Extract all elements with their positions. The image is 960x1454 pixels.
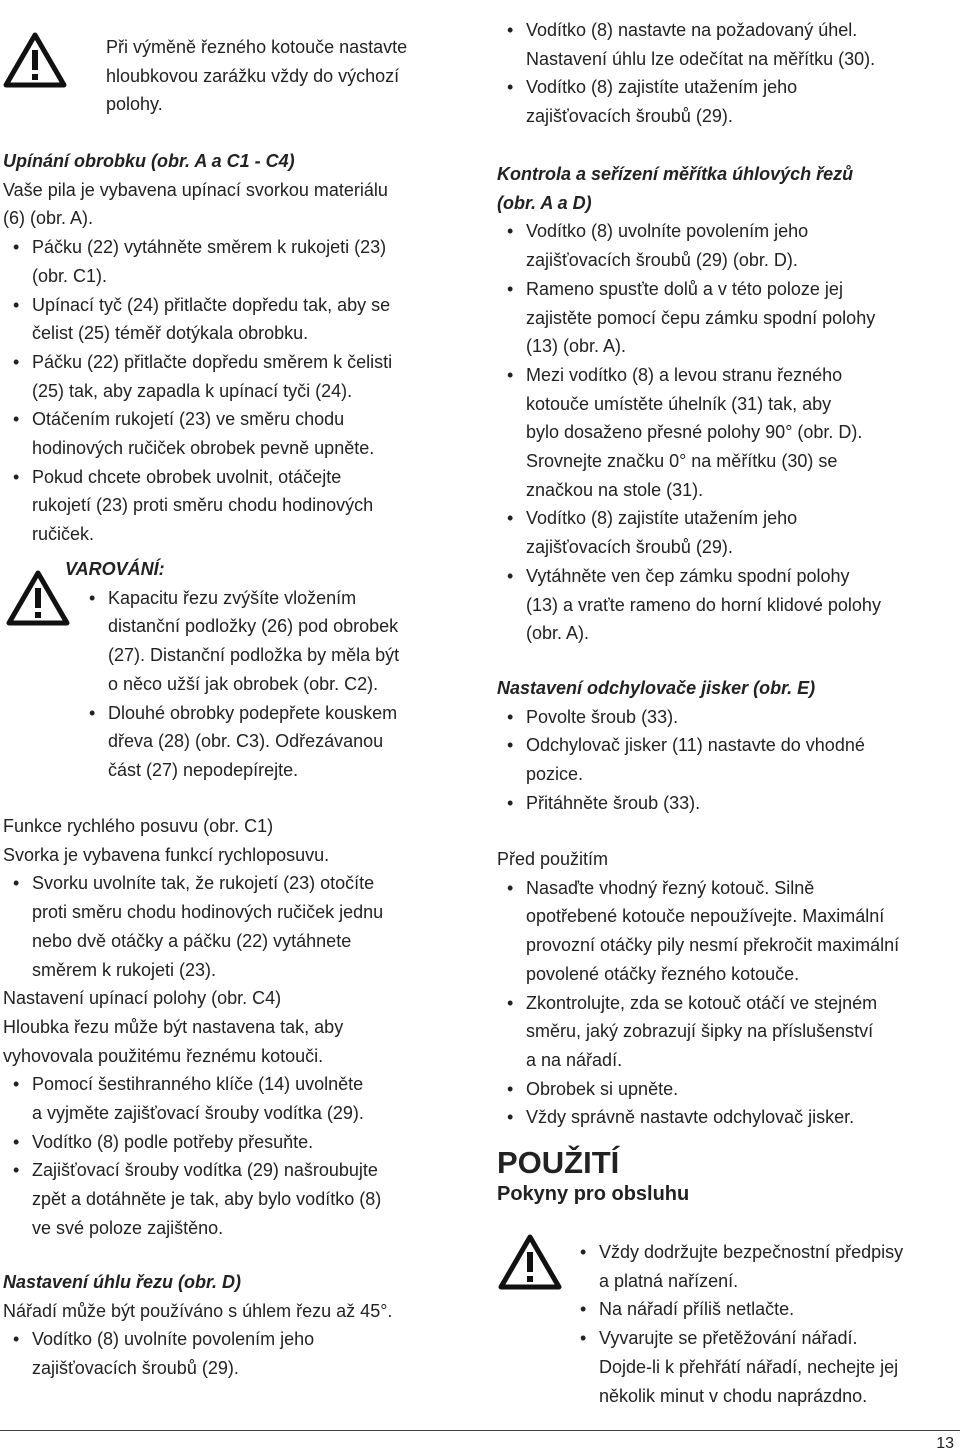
list-item: • Přitáhněte šroub (33).	[497, 789, 957, 818]
footer-rule	[0, 1430, 960, 1431]
list-item: • Zajišťovací šrouby vodítka (29) našroubujte zpět a dotáhněte je tak, aby bylo vodítko (8) ve své poloze zajištěno.	[3, 1156, 465, 1242]
spark-list	[497, 703, 957, 818]
list-item: • Otáčením rukojetí (23) ve směru chodu hodinových ručiček obrobek pevně upněte.	[3, 405, 465, 462]
list-item: • Mezi vodítko (8) a levou stranu řezného kotouče umístěte úhelník (31) tak, aby bylo dosaženo přesné polohy 90° (obr. D). Srovnejte značku 0° na měřítku (30) se značkou na stole (31).	[497, 361, 957, 505]
page-number: 13	[936, 1435, 954, 1452]
list-item: • Na nářadí příliš netlačte.	[570, 1295, 957, 1324]
section-heading-check: Kontrola a seřízení měřítka úhlových řezů (obr. A a D)	[497, 164, 854, 213]
list-item: • Páčku (22) přitlačte dopředu směrem k čelisti (25) tak, aby zapadla k upínací tyči (24).	[3, 348, 465, 405]
clamp-position-text: Nastavení upínací polohy (obr. C4) Hloubka řezu může být nastavena tak, aby vyhovovala použitému řeznému kotouči.	[3, 988, 344, 1066]
section-heading-angle: Nastavení úhlu řezu (obr. D)	[3, 1272, 242, 1292]
list-item: • Dlouhé obrobky podepřete kouskem dřeva (28) (obr. C3). Odřezávanou část (27) nepodepírejte.	[79, 699, 465, 785]
usage-list	[570, 1238, 957, 1410]
warning-triangle-icon	[3, 32, 67, 88]
check-list	[497, 217, 957, 648]
usage-subtitle: Pokyny pro obsluhu	[497, 1183, 690, 1205]
before-use-title: Před použitím	[497, 849, 609, 869]
list-item: • Pomocí šestihranného klíče (14) uvolněte a vyjměte zajišťovací šrouby vodítka (29).	[3, 1070, 465, 1127]
quick-release-list	[3, 869, 465, 984]
list-item: • Páčku (22) vytáhněte směrem k rukojeti (23) (obr. C1).	[3, 233, 465, 290]
list-item: • Pokud chcete obrobek uvolnit, otáčejte rukojetí (23) proti směru chodu hodinových ručiček.	[3, 463, 465, 549]
list-item: • Nasaďte vhodný řezný kotouč. Silně opotřebené kotouče nepoužívejte. Maximální provozní otáčky pily nesmí překročit maximální povolené otáčky řezného kotouče.	[497, 874, 959, 989]
angle-continued-list	[497, 16, 957, 131]
list-item: • Vodítko (8) zajistíte utažením jeho zajišťovacích šroubů (29).	[497, 73, 957, 130]
list-item: • Vždy dodržujte bezpečnostní předpisy a platná nařízení.	[570, 1238, 957, 1295]
warning-label: VAROVÁNÍ:	[65, 559, 165, 579]
list-item: • Zkontrolujte, zda se kotouč otáčí ve stejném směru, jaký zobrazují šipky na příslušenství a na nářadí.	[497, 989, 959, 1075]
angle-list	[3, 1325, 465, 1382]
section-heading-clamp: Upínání obrobku (obr. A a C1 - C4)	[3, 151, 295, 171]
warning-list	[79, 584, 465, 785]
list-item: • Vždy správně nastavte odchylovač jisker.	[497, 1103, 959, 1132]
list-item: • Kapacitu řezu zvýšíte vložením distanční podložky (26) pod obrobek (27). Distanční podložka by měla být o něco užší jak obrobek (obr. C2).	[79, 584, 465, 699]
warning-triangle-icon	[498, 1234, 562, 1290]
list-item: • Obrobek si upněte.	[497, 1075, 959, 1104]
angle-text: Nářadí může být používáno s úhlem řezu až 45°.	[3, 1300, 393, 1321]
warning-note: Při výměně řezného kotouče nastavte hloubkovou zarážku vždy do výchozí polohy.	[106, 37, 408, 115]
clamp-position-list	[3, 1070, 465, 1242]
clamp-intro: Vaše pila je vybavena upínací svorkou materiálu (6) (obr. A).	[3, 179, 388, 229]
list-item: • Vytáhněte ven čep zámku spodní polohy (13) a vraťte rameno do horní klidové polohy (obr. A).	[497, 562, 957, 648]
list-item: • Svorku uvolníte tak, že rukojetí (23) otočíte proti směru chodu hodinových ručiček jednu nebo dvě otáčky a páčku (22) vytáhnete směrem k rukojeti (23).	[3, 869, 465, 984]
list-item: • Vodítko (8) zajistíte utažením jeho zajišťovacích šroubů (29).	[497, 504, 957, 561]
quick-release-text: Funkce rychlého posuvu (obr. C1) Svorka je vybavena funkcí rychloposuvu.	[3, 816, 330, 865]
list-item: • Vodítko (8) uvolníte povolením jeho zajišťovacích šroubů (29) (obr. D).	[497, 217, 957, 274]
list-item: • Vyvarujte se přetěžování nářadí. Dojde-li k přehřátí nářadí, nechejte jej několik minut v chodu naprázdno.	[570, 1324, 957, 1410]
list-item: • Vodítko (8) uvolníte povolením jeho zajišťovacích šroubů (29).	[3, 1325, 465, 1382]
list-item: • Vodítko (8) nastavte na požadovaný úhel. Nastavení úhlu lze odečítat na měřítku (30).	[497, 16, 957, 73]
list-item: • Upínací tyč (24) přitlačte dopředu tak, aby se čelist (25) téměř dotýkala obrobku.	[3, 291, 465, 348]
usage-title: POUŽITÍ	[497, 1145, 620, 1180]
list-item: • Odchylovač jisker (11) nastavte do vhodné pozice.	[497, 731, 957, 788]
list-item: • Povolte šroub (33).	[497, 703, 957, 732]
section-heading-spark: Nastavení odchylovače jisker (obr. E)	[497, 678, 816, 698]
list-item: • Vodítko (8) podle potřeby přesuňte.	[3, 1128, 465, 1157]
before-use-list	[497, 874, 959, 1132]
clamp-list	[3, 233, 465, 549]
list-item: • Rameno spusťte dolů a v této poloze jej zajistěte pomocí čepu zámku spodní polohy (13) (obr. A).	[497, 275, 957, 361]
warning-triangle-icon	[6, 570, 70, 626]
